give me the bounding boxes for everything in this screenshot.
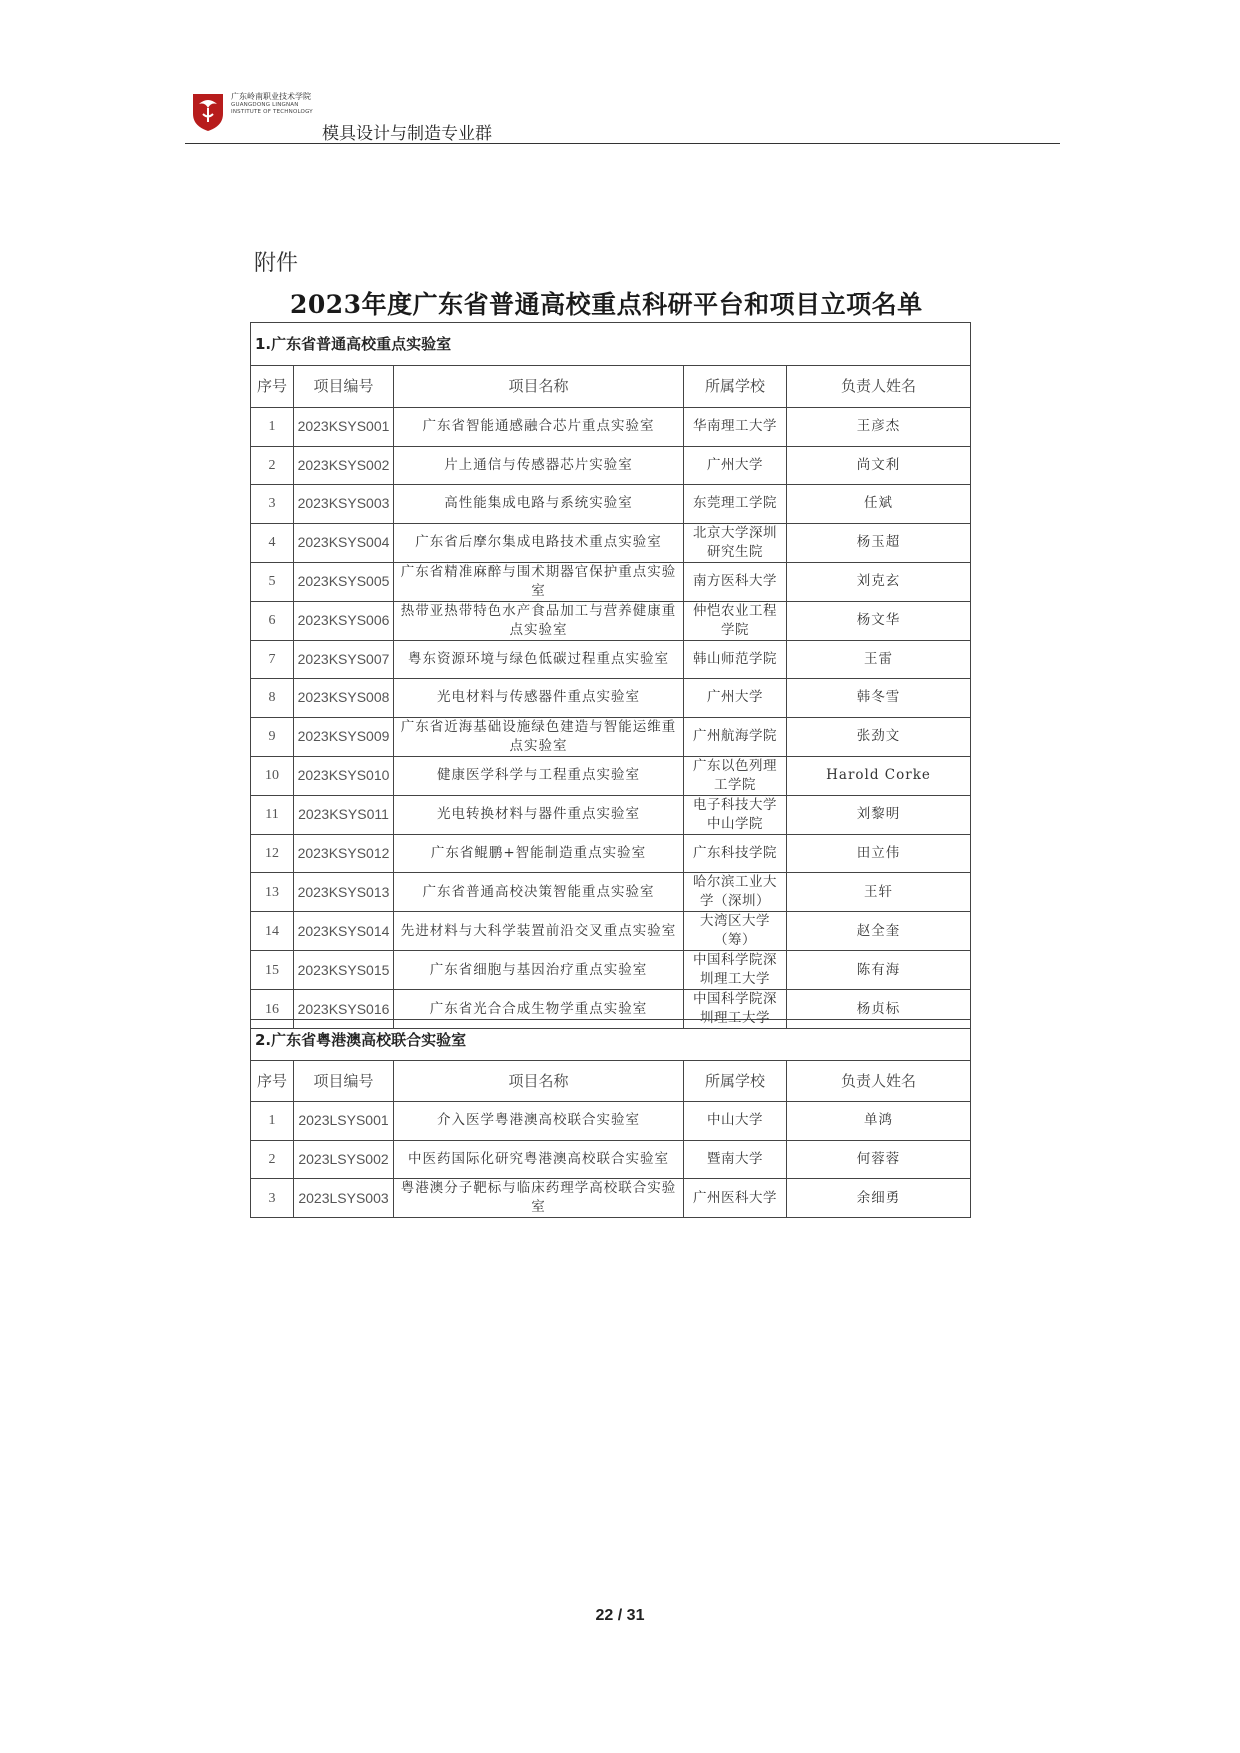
table-row [251,1179,971,1218]
cell-project-name: 广东省近海基础设施绿色建造与智能运维重点实验室 [394,717,684,756]
column-header-school: 所属学校 [684,1061,787,1102]
cell-school: 仲恺农业工程学院 [684,601,787,640]
school-name-cn: 广东岭南职业技术学院 [231,92,311,101]
cell-school: 广东科技学院 [684,834,787,873]
table-row [251,485,971,524]
cell-person: 单鸿 [787,1102,971,1141]
cell-person: 陈有海 [787,951,971,990]
table-row [251,834,971,873]
table-row [251,951,971,990]
cell-school: 广东以色列理工学院 [684,756,787,795]
cell-person: 张劲文 [787,717,971,756]
cell-person: 田立伟 [787,834,971,873]
cell-school: 南方医科大学 [684,562,787,601]
cell-person: 刘克玄 [787,562,971,601]
cell-person: 王轩 [787,873,971,912]
cell-index: 15 [251,951,294,990]
cell-index: 2 [251,446,294,485]
cell-person: 何蓉蓉 [787,1140,971,1179]
table-row [251,873,971,912]
cell-school: 北京大学深圳研究生院 [684,523,787,562]
column-header-index: 序号 [251,1061,294,1102]
cell-index: 16 [251,990,294,1029]
table-row [251,912,971,951]
cell-school: 中国科学院深圳理工大学 [684,951,787,990]
cell-project-name: 广东省光合合成生物学重点实验室 [394,990,684,1029]
cell-index: 6 [251,601,294,640]
key-lab-table [250,322,971,1029]
cell-code: 2023KSYS005 [294,562,394,601]
cell-school: 华南理工大学 [684,408,787,447]
table-row [251,1102,971,1141]
cell-index: 1 [251,1102,294,1141]
table-row [251,446,971,485]
cell-index: 7 [251,640,294,679]
cell-person: 尚文利 [787,446,971,485]
cell-code: 2023KSYS012 [294,834,394,873]
cell-person: 余细勇 [787,1179,971,1218]
cell-index: 10 [251,756,294,795]
cell-index: 13 [251,873,294,912]
cell-person: 王雷 [787,640,971,679]
cell-index: 3 [251,1179,294,1218]
cell-project-name: 广东省精准麻醉与围术期器官保护重点实验室 [394,562,684,601]
cell-project-name: 广东省智能通感融合芯片重点实验室 [394,408,684,447]
document-title: 2023年度广东省普通高校重点科研平台和项目立项名单 [290,290,923,319]
column-header-name: 项目名称 [394,1061,684,1102]
school-crest-icon [191,92,225,132]
cell-code: 2023KSYS003 [294,485,394,524]
cell-school: 暨南大学 [684,1140,787,1179]
cell-project-name: 光电转换材料与器件重点实验室 [394,795,684,834]
table-row [251,717,971,756]
joint-lab-table [250,1019,971,1218]
column-header-school: 所属学校 [684,366,787,408]
cell-project-name: 光电材料与传感器件重点实验室 [394,679,684,718]
cell-project-name: 健康医学科学与工程重点实验室 [394,756,684,795]
cell-code: 2023LSYS001 [294,1102,394,1141]
cell-person: 杨玉超 [787,523,971,562]
cell-code: 2023KSYS008 [294,679,394,718]
table-row [251,640,971,679]
cell-project-name: 粤港澳分子靶标与临床药理学高校联合实验室 [394,1179,684,1218]
cell-school: 广州医科大学 [684,1179,787,1218]
cell-project-name: 粤东资源环境与绿色低碳过程重点实验室 [394,640,684,679]
cell-code: 2023KSYS007 [294,640,394,679]
cell-code: 2023KSYS015 [294,951,394,990]
page-header [185,88,1060,144]
table-row [251,679,971,718]
cell-person: 刘黎明 [787,795,971,834]
cell-code: 2023KSYS002 [294,446,394,485]
cell-school: 韩山师范学院 [684,640,787,679]
section-title: 1.广东省普通高校重点实验室 [251,323,971,366]
cell-school: 哈尔滨工业大学（深圳） [684,873,787,912]
table-row [251,795,971,834]
cell-index: 1 [251,408,294,447]
cell-school: 中国科学院深圳理工大学 [684,990,787,1029]
table-row [251,756,971,795]
column-header-name: 项目名称 [394,366,684,408]
cell-code: 2023LSYS002 [294,1140,394,1179]
cell-project-name: 广东省后摩尔集成电路技术重点实验室 [394,523,684,562]
cell-person: 赵全奎 [787,912,971,951]
column-header-code: 项目编号 [294,366,394,408]
cell-project-name: 先进材料与大科学装置前沿交叉重点实验室 [394,912,684,951]
cell-index: 11 [251,795,294,834]
cell-project-name: 中医药国际化研究粤港澳高校联合实验室 [394,1140,684,1179]
cell-code: 2023KSYS011 [294,795,394,834]
column-header-code: 项目编号 [294,1061,394,1102]
school-name [231,92,313,115]
attachment-label: 附件 [254,251,299,276]
department-name: 模具设计与制造专业群 [322,124,492,144]
cell-index: 14 [251,912,294,951]
school-name-en-line1: GUANGDONG LINGNAN [231,102,299,108]
cell-person: Harold Corke [787,756,971,795]
cell-person: 任斌 [787,485,971,524]
cell-code: 2023KSYS006 [294,601,394,640]
cell-code: 2023KSYS014 [294,912,394,951]
cell-person: 韩冬雪 [787,679,971,718]
cell-school: 中山大学 [684,1102,787,1141]
cell-school: 广州大学 [684,446,787,485]
table-row [251,1140,971,1179]
table-header-row [251,366,971,408]
cell-project-name: 热带亚热带特色水产食品加工与营养健康重点实验室 [394,601,684,640]
school-name-en-line2: INSTITUTE OF TECHNOLOGY [231,108,313,115]
table-row [251,523,971,562]
cell-school: 东莞理工学院 [684,485,787,524]
section-title: 2.广东省粤港澳高校联合实验室 [251,1020,971,1061]
column-header-person: 负责人姓名 [787,1061,971,1102]
cell-school: 电子科技大学中山学院 [684,795,787,834]
cell-school: 广州航海学院 [684,717,787,756]
column-header-person: 负责人姓名 [787,366,971,408]
cell-code: 2023KSYS001 [294,408,394,447]
cell-person: 杨文华 [787,601,971,640]
cell-code: 2023KSYS009 [294,717,394,756]
cell-school: 广州大学 [684,679,787,718]
cell-project-name: 广东省鲲鹏+智能制造重点实验室 [394,834,684,873]
cell-index: 2 [251,1140,294,1179]
cell-code: 2023KSYS004 [294,523,394,562]
table-row [251,601,971,640]
cell-project-name: 广东省普通高校决策智能重点实验室 [394,873,684,912]
table-row [251,562,971,601]
cell-index: 5 [251,562,294,601]
cell-project-name: 片上通信与传感器芯片实验室 [394,446,684,485]
cell-index: 3 [251,485,294,524]
cell-index: 12 [251,834,294,873]
cell-code: 2023KSYS010 [294,756,394,795]
cell-project-name: 高性能集成电路与系统实验室 [394,485,684,524]
cell-code: 2023KSYS016 [294,990,394,1029]
page-number: 22 / 31 [595,1607,645,1624]
section-title-row [251,323,971,366]
cell-index: 9 [251,717,294,756]
cell-project-name: 介入医学粤港澳高校联合实验室 [394,1102,684,1141]
cell-project-name: 广东省细胞与基因治疗重点实验室 [394,951,684,990]
table-header-row [251,1061,971,1102]
cell-school: 大湾区大学（筹） [684,912,787,951]
joint-lab-table-body [251,1020,971,1218]
column-header-index: 序号 [251,366,294,408]
cell-code: 2023LSYS003 [294,1179,394,1218]
cell-index: 4 [251,523,294,562]
cell-index: 8 [251,679,294,718]
section-title-row [251,1020,971,1061]
cell-person: 王彦杰 [787,408,971,447]
cell-person: 杨贞标 [787,990,971,1029]
cell-code: 2023KSYS013 [294,873,394,912]
table-row [251,408,971,447]
key-lab-table-body [251,323,971,1029]
